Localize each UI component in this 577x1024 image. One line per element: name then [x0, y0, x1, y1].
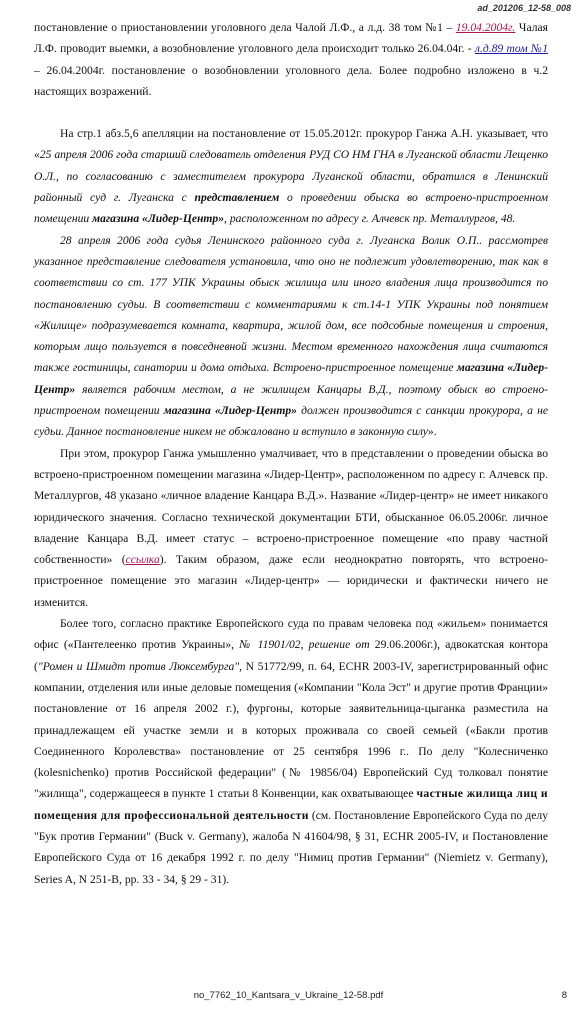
- quote-bold: магазина «Лидер-Центр»: [163, 404, 297, 418]
- document-body: [34, 17, 548, 890]
- quote-text: , расположенном по адресу г. Алчевск пр. Металлургов, 48.: [224, 212, 516, 226]
- quote-text: 25 апреля 2006 года старший следователь отделения РУД СО НМ ГНА в Луганской области Лещенко О.Л., по согласованию с заместителем прокурора Луганской области, обратился в Ленинский районный суд г. Луганска с: [34, 148, 548, 205]
- case-number: № 11901/02, решение от: [239, 638, 370, 652]
- text: На стр.1 абз.5,6 апелляции на постановление от 15.05.2012г. прокурор Ганжа А.Н. указывает, что «: [34, 127, 548, 162]
- quote-text: является рабочим местом, а не жилищем Канцары В.Д., поэтому обыск во строено-пристроеном помещении: [34, 382, 548, 418]
- paragraph-1: [34, 17, 548, 102]
- case-file-link-1[interactable]: 19.04.2004г.: [455, 21, 516, 34]
- text: ».: [427, 425, 437, 439]
- quote-bold: магазина «Лидер-Центр»: [34, 361, 548, 396]
- paragraph-2: [34, 123, 548, 229]
- paragraph-5: [34, 613, 548, 890]
- text: ). Таким образом, даже если неоднократно повторять, что встроено-пристроенное помещение это магазин «Лидер-центр» — юридически и фактически ничего не изменится.: [34, 553, 548, 609]
- emphasis-bold: частные жилища лиц и помещения для профессиональной деятельности: [34, 787, 548, 822]
- reference-link[interactable]: ссылка: [125, 553, 160, 567]
- quote-text: 28 апреля 2006 года судья Ленинского районного суда г. Луганска Волик О.П.. рассмотрев указанное представление следователя установила, что оно не подлежит удовлетворению, так как в соответствии со ст. 177 УПК Украины обыск жилища или иного владения лица производится по постановлению судьи. В соответствии с комментариями к ст.14-1 УПК Украины под понятием «Жилище» подразумевается комната, квартира, жилой дом, все подсобные помещения и строения, которым лицо пользуется в повседневной жизни. Местом временного нахождения лица считаются также гостиницы, санатории и дома отдыха. Встроено-пристроенное помещение: [34, 233, 548, 375]
- paragraph-4: [34, 443, 548, 613]
- quote-text: о проведении обыска во встроено-пристроенном помещении: [34, 191, 548, 226]
- document-id-header: ad_201206_12-58_008: [477, 3, 571, 13]
- text: 29.06.2006г.), адвокатская контора (: [34, 638, 548, 673]
- text: , N 51772/99, п. 64, ECHR 2003-IV, зарегистрированный офис компании, отделения или иные деловые помещения («Компании "Кола Эст" и другие против Франции» постановление от 16 апреля 2002 г.), фургоны, которые заявительница-цыганка разместила на принадлежащем ей участке земли и в которых проживала со своей семьей («Бакли против Соединенного Королевства» постановление от 25 сентября 1996 г.. По делу "Колесниченко (kolesnichenko) против Российской федерации" (№ 19856/04) Европейский Суд толковал понятие "жилища", содержащееся в пункте 1 статьи 8 Конвенции, как охватывающее: [34, 659, 548, 801]
- footer-filename: no_7762_10_Kantsara_v_Ukraine_12-58.pdf: [193, 990, 384, 1001]
- case-name: "Ромен и Шмидт против Люксембурга": [37, 659, 240, 673]
- paragraph-3: [34, 230, 548, 443]
- text: Чалая Л.Ф. проводит выемки, а возобновление уголовного дела происходит только 26.04.04г. -: [34, 21, 548, 56]
- case-file-link-2[interactable]: л.д.89 том №1: [474, 42, 549, 56]
- text: постановление о приостановлении уголовного дела Чалой Л.Ф., а л.д. 38 том №1 –: [34, 21, 456, 34]
- quote-bold: магазина «Лидер-Центр»: [92, 212, 225, 226]
- text: При этом, прокурор Ганжа умышленно умалчивает, что в представлении о проведении обыска во встроено-пристроенном помещении магазина «Лидер-Центр», расположенном по адресу г. Алчевск пр. Металлургов, 48 указано «личное владение Канцара В.Д.». Название «Лидер-центр» не имеет никакого юридического значения. Согласно технической документации БТИ, обысканное 06.05.2006г. личное владение Канцара В.Д. имеет статус – встроено-пристроенное помещение «по праву частной собственности» (: [34, 446, 548, 567]
- text: Более того, согласно практике Европейского суда по правам человека под «жильем» понимается офис («Пантелеенко против Украины»,: [34, 617, 548, 652]
- text: – 26.04.2004г. постановление о возобновлении уголовного дела. Более подробно изложено в ч.2 настоящих возражений.: [34, 63, 548, 98]
- quote-bold: представлением: [194, 191, 280, 205]
- text: (см. Постановление Европейского Суда по делу "Бук против Германии" (Buck v. Germany), жалоба N 41604/98, § 31, ECHR 2005-IV, и Постановление Европейского Суда от 16 декабря 1992 г. по делу "Нимиц против Германии" (Niemietz v. Germany), Series A, N 251-B, pp. 33 - 34, § 29 - 31).: [34, 808, 548, 886]
- quote-text: должен производится с санкции прокурора, а не судьи. Данное постановление никем не обжаловано и вступило в законную силу: [34, 404, 548, 439]
- page-number: 8: [561, 990, 567, 1001]
